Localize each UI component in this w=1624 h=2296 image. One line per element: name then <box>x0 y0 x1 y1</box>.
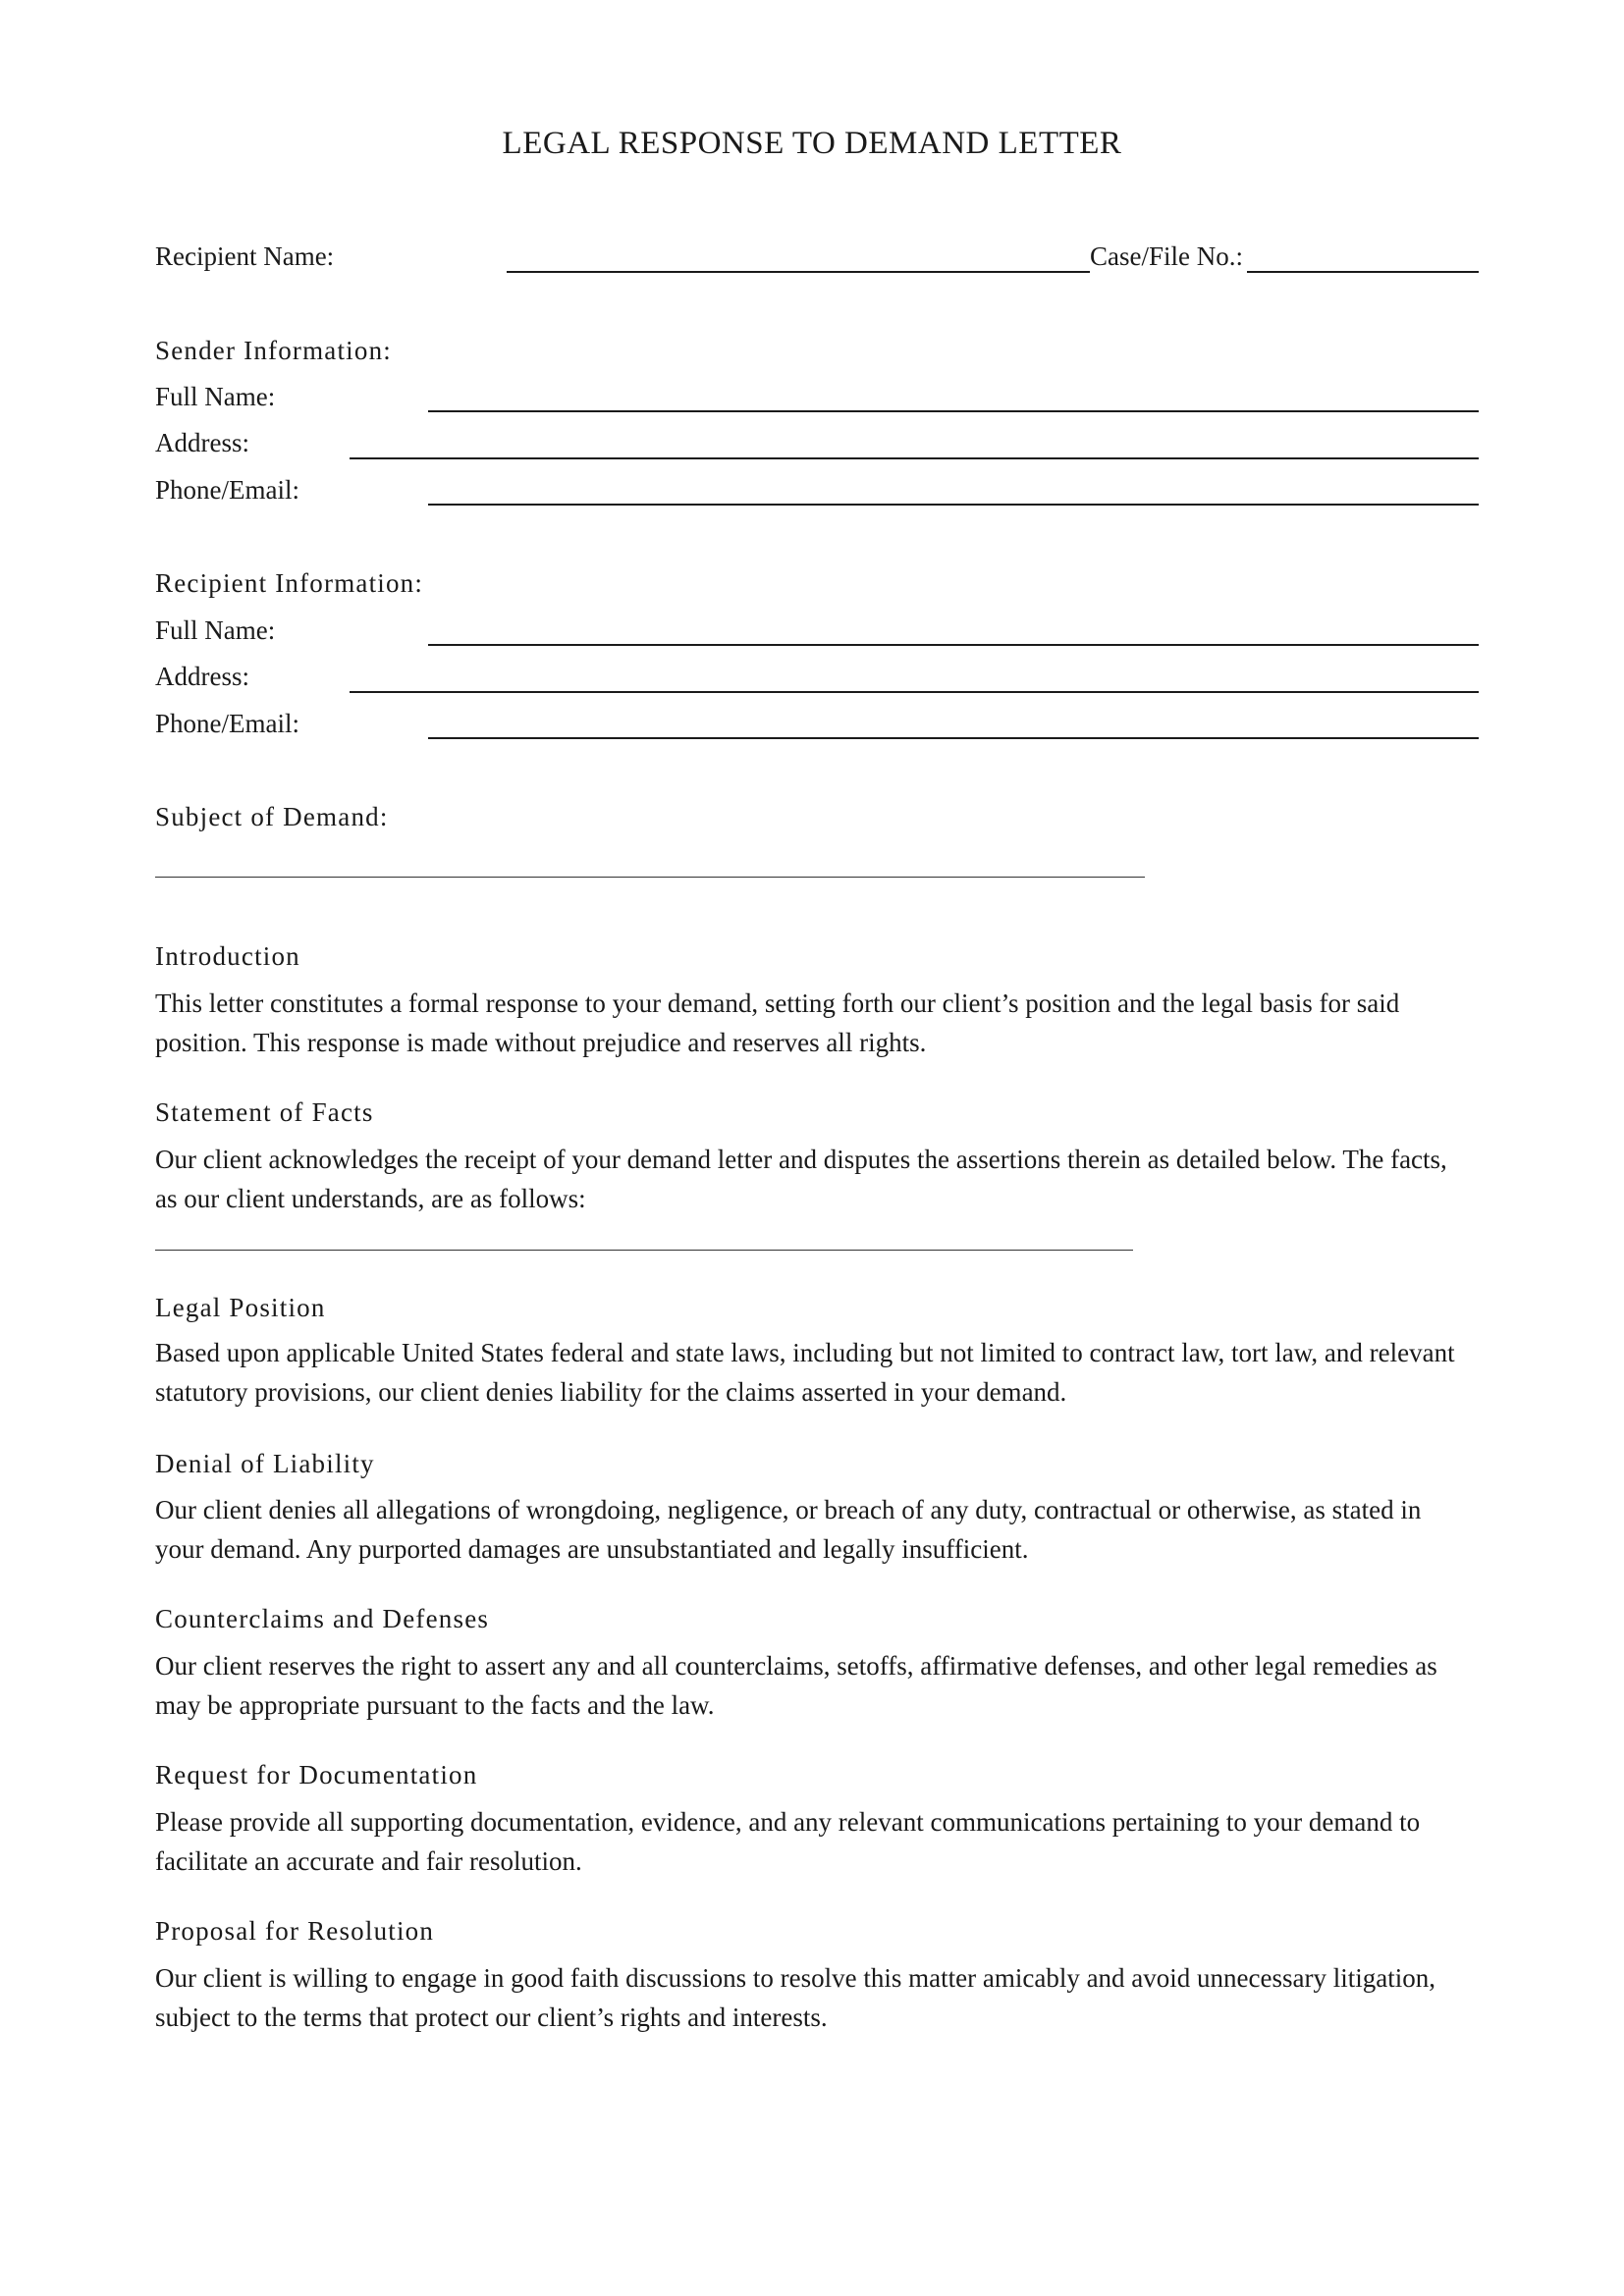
sender-phone-email-field[interactable] <box>428 504 1479 506</box>
recipient-name-field[interactable] <box>507 271 1479 273</box>
section-heading-statement-of-facts: Statement of Facts <box>155 1097 374 1127</box>
statement-of-facts-field[interactable] <box>155 1250 1133 1251</box>
section-body-denial-of-liability: Our client denies all allegations of wrongdoing, negligence, or breach of any duty, contractual or otherwise, as stated in your demand. Any purported damages are unsubstantiated and legally insufficient. <box>155 1495 1422 1564</box>
section-heading-proposal-for-resolution: Proposal for Resolution <box>155 1916 435 1946</box>
recipient-phone-email-label: Phone/Email: <box>155 709 299 738</box>
section-heading-denial-of-liability: Denial of Liability <box>155 1449 375 1478</box>
recipient-address-field[interactable] <box>350 691 1479 693</box>
recipient-name-label: Recipient Name: <box>155 241 335 271</box>
document-title: LEGAL RESPONSE TO DEMAND LETTER <box>502 126 1122 161</box>
section-body-introduction: This letter constitutes a formal response to your demand, setting forth our client’s position and the legal basis for said position. This response is made without prejudice and reserves all rights. <box>155 988 1400 1057</box>
section-body-proposal-for-resolution: Our client is willing to engage in good faith discussions to resolve this matter amicably and avoid unnecessary litigation, subject to the terms that protect our client’s rights and interests. <box>155 1963 1435 2032</box>
recipient-info-heading: Recipient Information: <box>155 568 424 598</box>
section-heading-request-for-documentation: Request for Documentation <box>155 1760 478 1789</box>
sender-full-name-label: Full Name: <box>155 382 276 411</box>
sender-address-label: Address: <box>155 428 249 457</box>
recipient-full-name-label: Full Name: <box>155 615 276 645</box>
section-heading-legal-position: Legal Position <box>155 1293 326 1322</box>
section-body-counterclaims: Our client reserves the right to assert any and all counterclaims, setoffs, affirmative defenses, and other legal remedies as may be appropriate pursuant to the facts and the law. <box>155 1651 1437 1720</box>
section-body-request-for-documentation: Please provide all supporting documentation, evidence, and any relevant communications pertaining to your demand to facilitate an accurate and fair resolution. <box>155 1807 1421 1876</box>
subject-of-demand-label: Subject of Demand: <box>155 802 389 831</box>
recipient-full-name-field[interactable] <box>428 644 1479 646</box>
recipient-address-label: Address: <box>155 662 249 691</box>
recipient-phone-email-field[interactable] <box>428 737 1479 739</box>
sender-address-field[interactable] <box>350 457 1479 459</box>
case-file-label: Case/File No.: <box>1090 240 1247 273</box>
sender-info-heading: Sender Information: <box>155 336 392 365</box>
section-heading-introduction: Introduction <box>155 941 300 971</box>
section-body-legal-position: Based upon applicable United States federal and state laws, including but not limited to contract law, tort law, and relevant statutory provisions, our client denies liability for the claims asserted in your demand. <box>155 1338 1455 1407</box>
section-heading-counterclaims: Counterclaims and Defenses <box>155 1604 490 1633</box>
subject-of-demand-field[interactable] <box>155 877 1145 878</box>
section-body-statement-of-facts: Our client acknowledges the receipt of your demand letter and disputes the assertions therein as detailed below. The facts, as our client understands, are as follows: <box>155 1145 1447 1213</box>
sender-full-name-field[interactable] <box>428 410 1479 412</box>
sender-phone-email-label: Phone/Email: <box>155 475 299 505</box>
